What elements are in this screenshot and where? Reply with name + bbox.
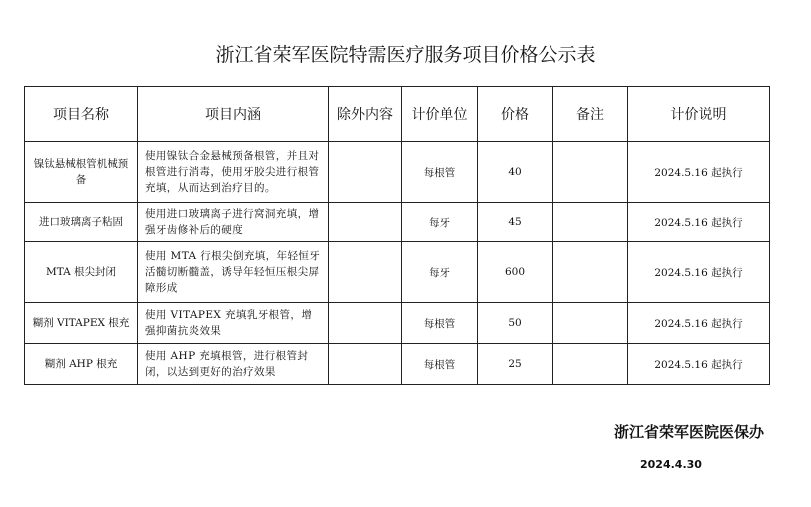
unit-cell: 每根管: [402, 344, 478, 385]
exclusion-cell: [329, 303, 402, 344]
price-cell: 45: [478, 203, 553, 242]
exclusion-cell: [329, 242, 402, 303]
pricing-note-cell: 2024.5.16 起执行: [628, 303, 770, 344]
price-cell: 50: [478, 303, 553, 344]
issuing-organization: 浙江省荣军医院医保办: [613, 423, 764, 441]
note-cell: [553, 242, 628, 303]
note-cell: [553, 344, 628, 385]
header-pricing-note: 计价说明: [628, 87, 770, 142]
table-row: [25, 303, 770, 344]
pricing-note-cell: 2024.5.16 起执行: [628, 203, 770, 242]
pricing-note-cell: 2024.5.16 起执行: [628, 344, 770, 385]
exclusion-cell: [329, 142, 402, 203]
pricing-note-cell: 2024.5.16 起执行: [628, 142, 770, 203]
note-cell: [553, 142, 628, 203]
table-row: [25, 242, 770, 303]
header-exclusion: 除外内容: [329, 87, 402, 142]
item-content-cell: 使用 VITAPEX 充填乳牙根管，增强抑菌抗炎效果: [138, 303, 329, 344]
item-name-cell: 镍钛悬械根管机械预备: [25, 142, 138, 203]
table-row: [25, 203, 770, 242]
unit-cell: 每根管: [402, 303, 478, 344]
item-content-cell: 使用 AHP 充填根管，进行根管封闭，以达到更好的治疗效果: [138, 344, 329, 385]
price-cell: 600: [478, 242, 553, 303]
header-price: 价格: [478, 87, 553, 142]
header-item-name: 项目名称: [25, 87, 138, 142]
page-title: 浙江省荣军医院特需医疗服务项目价格公示表: [215, 44, 596, 66]
price-cell: 40: [478, 142, 553, 203]
table-header-row: [25, 87, 770, 142]
header-note: 备注: [553, 87, 628, 142]
header-unit: 计价单位: [402, 87, 478, 142]
note-cell: [553, 203, 628, 242]
issue-date: 2024.4.30: [640, 458, 702, 471]
item-name-cell: 糊剂 AHP 根充: [25, 344, 138, 385]
unit-cell: 每根管: [402, 142, 478, 203]
exclusion-cell: [329, 344, 402, 385]
item-name-cell: 糊剂 VITAPEX 根充: [25, 303, 138, 344]
item-name-cell: MTA 根尖封闭: [25, 242, 138, 303]
note-cell: [553, 303, 628, 344]
price-cell: 25: [478, 344, 553, 385]
item-name-cell: 进口玻璃离子粘固: [25, 203, 138, 242]
item-content-cell: 使用 MTA 行根尖倒充填，年轻恒牙活髓切断髓盖，诱导年轻恒压根尖屏障形成: [138, 242, 329, 303]
exclusion-cell: [329, 203, 402, 242]
item-content-cell: 使用镍钛合金悬械预备根管，并且对根管进行消毒，使用牙胶尖进行根管充填，从而达到治疗目的。: [138, 142, 329, 203]
table-row: [25, 344, 770, 385]
unit-cell: 每牙: [402, 203, 478, 242]
header-item-content: 项目内涵: [138, 87, 329, 142]
unit-cell: 每牙: [402, 242, 478, 303]
price-table: [24, 86, 770, 385]
pricing-note-cell: 2024.5.16 起执行: [628, 242, 770, 303]
item-content-cell: 使用进口玻璃离子进行窝洞充填，增强牙齿修补后的硬度: [138, 203, 329, 242]
table-row: [25, 142, 770, 203]
